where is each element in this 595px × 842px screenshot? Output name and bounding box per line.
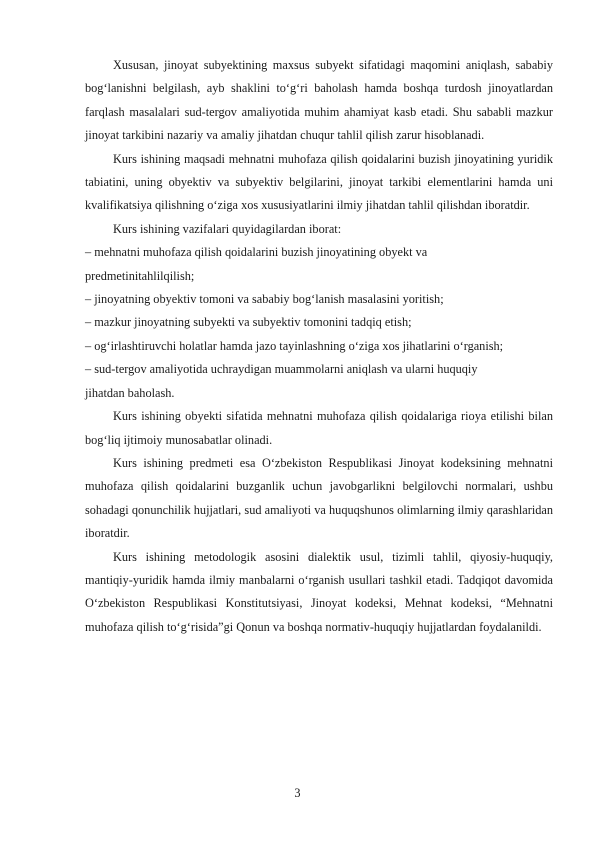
- list-item: – mehnatni muhofaza qilish qoidalarini buzish jinoyatining obyekt va predmetinitahlilqilish;: [85, 245, 428, 283]
- list-item: – jinoyatning obyektiv tomoni va sababiy bog‘lanish masalasini yoritish;: [85, 292, 444, 307]
- paragraph-intro: Xususan, jinoyat subyektining maxsus subyekt sifatidagi maqomini aniqlash, sababiy bog‘lanishni belgilash, ayb shaklini to‘g‘ri baholash hamda boshqa turdosh jinoyatlardan farqlash masalalari sud-tergov amaliyotida muhim ahamiyat kasb etadi. Shu sababli mazkur jinoyat tarkibini nazariy va amaliy jihatdan chuqur tahlil qilish zarur hisoblanadi.: [85, 58, 553, 143]
- paragraph-purpose: Kurs ishining maqsadi mehnatni muhofaza qilish qoidalarini buzish jinoyatining yuridik tabiatini, uning obyektiv va subyektiv belgilarini, jinoyat tarkibi elementlarini hamda uni kvalifikatsiya qilishning o‘ziga xos xususiyatlarini ilmiy jihatdan tahlil qilishdan iboratdir.: [85, 151, 553, 213]
- task-list: [85, 241, 553, 405]
- list-item: – sud-tergov amaliyotida uchraydigan muammolarni aniqlash va ularni huquqiy jihatdan baholash.: [85, 362, 478, 400]
- paragraph-object: Kurs ishining obyekti sifatida mehnatni muhofaza qilish qoidalariga rioya etilishi bilan bog‘liq ijtimoiy munosabatlar olinadi.: [85, 409, 553, 447]
- paragraph-tasks-heading: Kurs ishining vazifalari quyidagilardan iborat:: [113, 221, 342, 236]
- list-item: – og‘irlashtiruvchi holatlar hamda jazo tayinlashning o‘ziga xos jihatlarini o‘rganish;: [85, 338, 504, 353]
- list-item: – mazkur jinoyatning subyekti va subyektiv tomonini tadqiq etish;: [85, 315, 412, 330]
- paragraph-methodology: Kurs ishining metodologik asosini dialektik usul, tizimli tahlil, qiyosiy-huquqiy, mantiqiy-yuridik hamda ilmiy manbalarni o‘rganish usullari tashkil etadi. Tadqiqot davomida O‘zbekiston Respublikasi Konstitutsiyasi, Jinoyat kodeksi, Mehnat kodeksi, “Mehnatni muhofaza qilish to‘g‘risida”gi Qonun va boshqa normativ-huquqiy hujjatlardan foydalanildi.: [85, 549, 553, 634]
- paragraph-subject: Kurs ishining predmeti esa O‘zbekiston Respublikasi Jinoyat kodeksining mehnatni muhofaza qilish qoidalarini buzganlik uchun javobgarlikni belgilovchi normalari, ushbu sohadagi qonunchilik hujjatlari, sud amaliyoti va huquqshunos olimlarning ilmiy qarashlaridan iboratdir.: [85, 455, 553, 541]
- page-number: 3: [294, 786, 301, 800]
- document-body: [85, 54, 553, 639]
